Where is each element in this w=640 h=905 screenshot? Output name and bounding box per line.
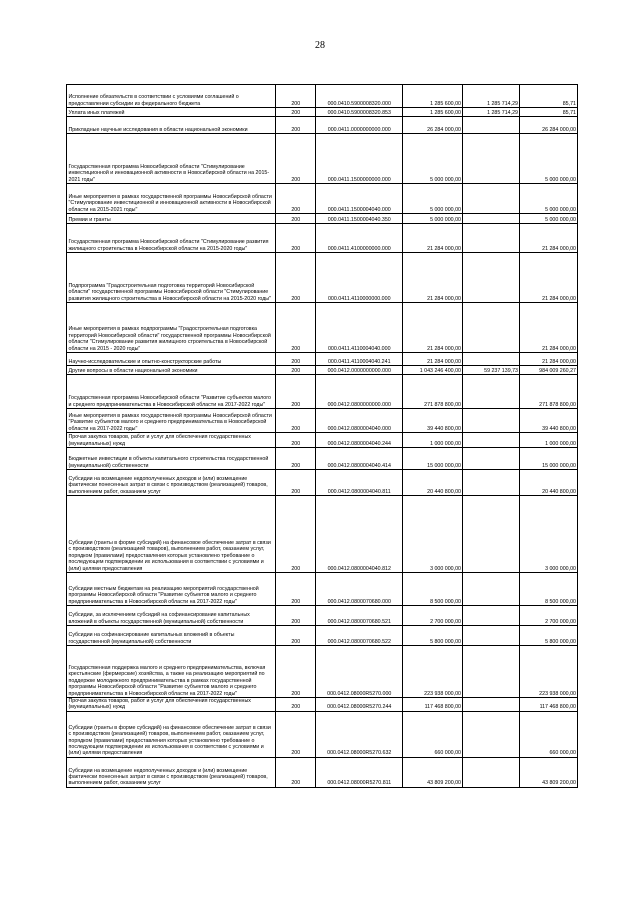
table-row — [67, 646, 578, 698]
row-approved: 8 500 000,00 — [403, 573, 463, 606]
row-name: Премии и гранты — [67, 214, 276, 224]
row-remainder: 21 284 000,00 — [520, 303, 578, 353]
table-row — [67, 303, 578, 353]
row-name: Иные мероприятия в рамках государственной программы Новосибирской области "Развитие субъектов малого и среднего предпринимательства в Новосибирской области на 2017-2022 годы" — [67, 409, 276, 433]
row-code: 200 — [276, 375, 316, 409]
row-approved: 3 000 000,00 — [403, 496, 463, 573]
row-executed — [463, 433, 520, 448]
row-code: 200 — [276, 698, 316, 712]
row-executed — [463, 646, 520, 698]
row-class-code: 000.0411.4100000000.000 — [316, 224, 403, 253]
row-class-code: 000.0410.5900008320.000 — [316, 85, 403, 108]
row-remainder: 26 284 000,00 — [520, 117, 578, 134]
row-executed — [463, 303, 520, 353]
row-code: 200 — [276, 224, 316, 253]
row-remainder: 271 878 800,00 — [520, 375, 578, 409]
row-remainder: 3 000 000,00 — [520, 496, 578, 573]
row-name: Иные мероприятия в рамках государственной программы Новосибирской области "Стимулирование инвестиционной и инновационной активности в Новосибирской области на 2015-2021 годы" — [67, 184, 276, 214]
row-code: 200 — [276, 711, 316, 757]
table-row — [67, 366, 578, 375]
table-row — [67, 409, 578, 433]
table-row — [67, 184, 578, 214]
row-executed — [463, 698, 520, 712]
row-code: 200 — [276, 757, 316, 787]
row-approved: 5 000 000,00 — [403, 134, 463, 184]
table-row — [67, 375, 578, 409]
budget-table-body — [67, 85, 578, 788]
row-class-code: 000.0412.0800070680.522 — [316, 626, 403, 646]
row-code: 200 — [276, 646, 316, 698]
row-name: Субсидии местным бюджетам на реализацию мероприятий государственной программы Новосибирской области "Развитие субъектов малого и среднего предпринимательства в Новосибирской области на 2017-2022 годы" — [67, 573, 276, 606]
budget-table — [66, 84, 578, 788]
row-executed — [463, 606, 520, 626]
row-executed — [463, 626, 520, 646]
row-name: Уплата иных платежей — [67, 108, 276, 117]
row-executed — [463, 470, 520, 496]
row-remainder: 984 009 260,27 — [520, 366, 578, 375]
row-class-code: 000.0411.4110004040.241 — [316, 353, 403, 366]
row-name: Субсидии на возмещение недополученных доходов и (или) возмещение фактически понесенных затрат в связи с производством (реализацией) товаров, выполнением работ, оказанием услуг — [67, 757, 276, 787]
row-class-code: 000.0412.0800004040.244 — [316, 433, 403, 448]
table-row — [67, 253, 578, 303]
table-row — [67, 134, 578, 184]
table-row — [67, 711, 578, 757]
row-approved: 117 468 800,00 — [403, 698, 463, 712]
page-number: 28 — [315, 40, 325, 51]
table-row — [67, 353, 578, 366]
row-approved: 223 938 000,00 — [403, 646, 463, 698]
row-class-code: 000.0411.1500004040.350 — [316, 214, 403, 224]
row-remainder: 117 468 800,00 — [520, 698, 578, 712]
row-remainder: 1 000 000,00 — [520, 433, 578, 448]
row-remainder: 21 284 000,00 — [520, 353, 578, 366]
row-class-code: 000.0410.5900008320.853 — [316, 108, 403, 117]
row-executed — [463, 117, 520, 134]
row-approved: 21 284 000,00 — [403, 253, 463, 303]
row-approved: 1 285 600,00 — [403, 85, 463, 108]
row-name: Субсидии (гранты в форме субсидий) на финансовое обеспечение затрат в связи с производством (реализацией товаров), выполнением работ, оказанием услуг, порядком (правилами) предоставления которых установлено требование о последующем подтверждении их использования в соответствии с условиями и (или) целями предоставления — [67, 496, 276, 573]
row-class-code: 000.0412.0800000000.000 — [316, 375, 403, 409]
row-class-code: 000.0412.0800004040.811 — [316, 470, 403, 496]
row-approved: 271 878 800,00 — [403, 375, 463, 409]
row-approved: 21 284 000,00 — [403, 224, 463, 253]
row-name: Прочая закупка товаров, работ и услуг для обеспечения государственных (муниципальных) нужд — [67, 698, 276, 712]
row-code: 200 — [276, 626, 316, 646]
table-row — [67, 757, 578, 787]
table-row — [67, 573, 578, 606]
row-class-code: 000.0411.4110004040.000 — [316, 303, 403, 353]
row-executed — [463, 253, 520, 303]
row-code: 200 — [276, 253, 316, 303]
row-approved: 43 809 200,00 — [403, 757, 463, 787]
row-approved: 20 440 800,00 — [403, 470, 463, 496]
row-name: Прикладные научные исследования в области национальной экономики — [67, 117, 276, 134]
row-approved: 5 800 000,00 — [403, 626, 463, 646]
row-class-code: 000.0411.0000000000.000 — [316, 117, 403, 134]
row-name: Подпрограмма "Градостроительная подготовка территорий Новосибирской области" государственной программы Новосибирской области "Стимулирование развития жилищного строительства в Новосибирской области на 2015-2020 годы" — [67, 253, 276, 303]
row-remainder: 20 440 800,00 — [520, 470, 578, 496]
table-row — [67, 698, 578, 712]
row-approved: 21 284 000,00 — [403, 303, 463, 353]
table-row — [67, 224, 578, 253]
row-class-code: 000.0412.08000R5270.000 — [316, 646, 403, 698]
row-remainder: 39 440 800,00 — [520, 409, 578, 433]
table-row — [67, 606, 578, 626]
row-remainder: 5 000 000,00 — [520, 184, 578, 214]
row-name: Государственная программа Новосибирской области "Стимулирование инвестиционной и инновационной активности в Новосибирской области на 2015-2021 годы" — [67, 134, 276, 184]
row-name: Бюджетные инвестиции в объекты капитального строительства государственной (муниципальной) собственности — [67, 448, 276, 470]
row-class-code: 000.0411.1500000000.000 — [316, 134, 403, 184]
row-approved: 21 284 000,00 — [403, 353, 463, 366]
row-remainder: 21 284 000,00 — [520, 224, 578, 253]
row-class-code: 000.0412.08000R5270.632 — [316, 711, 403, 757]
row-approved: 15 000 000,00 — [403, 448, 463, 470]
row-name: Исполнение обязательств в соответствии с условиями соглашений о предоставлении субсидии из федерального бюджета — [67, 85, 276, 108]
row-class-code: 000.0412.0800004040.812 — [316, 496, 403, 573]
row-executed — [463, 134, 520, 184]
row-code: 200 — [276, 353, 316, 366]
row-code: 200 — [276, 117, 316, 134]
table-row — [67, 108, 578, 117]
row-class-code: 000.0411.1500004040.000 — [316, 184, 403, 214]
row-name: Субсидии на софинансирование капитальных вложений в объекты государственной (муниципальной) собственности — [67, 626, 276, 646]
row-approved: 1 000 000,00 — [403, 433, 463, 448]
row-remainder: 5 000 000,00 — [520, 214, 578, 224]
row-executed — [463, 711, 520, 757]
row-executed — [463, 375, 520, 409]
row-name: Субсидии, за исключением субсидий на софинансирование капитальных вложений в объекты государственной (муниципальной) собственности — [67, 606, 276, 626]
row-executed — [463, 573, 520, 606]
row-executed — [463, 353, 520, 366]
row-code: 200 — [276, 303, 316, 353]
row-code: 200 — [276, 134, 316, 184]
row-class-code: 000.0412.0800070680.521 — [316, 606, 403, 626]
row-code: 200 — [276, 573, 316, 606]
row-remainder: 8 500 000,00 — [520, 573, 578, 606]
row-approved: 1 285 600,00 — [403, 108, 463, 117]
row-executed: 1 285 714,29 — [463, 108, 520, 117]
row-remainder: 15 000 000,00 — [520, 448, 578, 470]
row-remainder: 5 000 000,00 — [520, 134, 578, 184]
row-executed: 59 237 139,73 — [463, 366, 520, 375]
row-code: 200 — [276, 214, 316, 224]
row-class-code: 000.0412.08000R5270.244 — [316, 698, 403, 712]
row-approved: 5 000 000,00 — [403, 214, 463, 224]
row-name: Другие вопросы в области национальной экономики — [67, 366, 276, 375]
row-remainder: 43 809 200,00 — [520, 757, 578, 787]
row-class-code: 000.0411.4110000000.000 — [316, 253, 403, 303]
table-row — [67, 626, 578, 646]
table-row — [67, 433, 578, 448]
row-approved: 2 700 000,00 — [403, 606, 463, 626]
row-executed — [463, 409, 520, 433]
row-approved: 5 000 000,00 — [403, 184, 463, 214]
row-executed — [463, 224, 520, 253]
row-code: 200 — [276, 606, 316, 626]
row-code: 200 — [276, 184, 316, 214]
row-remainder: 85,71 — [520, 85, 578, 108]
row-remainder: 5 800 000,00 — [520, 626, 578, 646]
row-approved: 660 000,00 — [403, 711, 463, 757]
row-class-code: 000.0412.0800004040.414 — [316, 448, 403, 470]
table-row — [67, 470, 578, 496]
row-code: 200 — [276, 433, 316, 448]
row-class-code: 000.0412.08000R5270.811 — [316, 757, 403, 787]
row-name: Государственная программа Новосибирской области "Стимулирование развития жилищного строительства в Новосибирской области на 2015-2020 годы" — [67, 224, 276, 253]
row-remainder: 21 284 000,00 — [520, 253, 578, 303]
row-executed — [463, 448, 520, 470]
row-approved: 26 284 000,00 — [403, 117, 463, 134]
row-class-code: 000.0412.0800004040.000 — [316, 409, 403, 433]
row-approved: 1 043 246 400,00 — [403, 366, 463, 375]
row-code: 200 — [276, 470, 316, 496]
table-row — [67, 448, 578, 470]
row-name: Научно-исследовательские и опытно-конструкторские работы — [67, 353, 276, 366]
row-remainder: 2 700 000,00 — [520, 606, 578, 626]
row-remainder: 85,71 — [520, 108, 578, 117]
row-executed — [463, 496, 520, 573]
row-name: Иные мероприятия в рамках подпрограммы "Градостроительная подготовка территорий Новосибирской области" государственной программы Новосибирской области "Стимулирование развития жилищного строительства в Новосибирской области на 2015 - 2020 годы" — [67, 303, 276, 353]
row-name: Прочая закупка товаров, работ и услуг для обеспечения государственных (муниципальных) нужд — [67, 433, 276, 448]
row-remainder: 660 000,00 — [520, 711, 578, 757]
row-executed: 1 285 714,29 — [463, 85, 520, 108]
row-code: 200 — [276, 409, 316, 433]
row-code: 200 — [276, 496, 316, 573]
table-row — [67, 85, 578, 108]
row-name: Субсидии (гранты в форме субсидий) на финансовое обеспечение затрат в связи с производством (реализацией) товаров, выполнением работ, оказанием услуг, порядком (правилами) предоставления которых установлено требование о последующем подтверждении их использования в соответствии с условиями и (или) целями предоставления — [67, 711, 276, 757]
row-code: 200 — [276, 108, 316, 117]
row-name: Государственная поддержка малого и среднего предпринимательства, включая крестьянские (фермерские) хозяйства, а также на реализацию мероприятий по поддержке молодежного предпринимательства в рамках государственной программы Новосибирской области "Развитие субъектов малого и среднего предпринимательства в Новосибирской области на 2017-2022 годы" — [67, 646, 276, 698]
table-row — [67, 214, 578, 224]
row-code: 200 — [276, 366, 316, 375]
row-remainder: 223 938 000,00 — [520, 646, 578, 698]
row-name: Субсидии на возмещение недополученных доходов и (или) возмещение фактически понесенных затрат в связи с производством (реализацией) товаров, выполнением работ, оказанием услуг — [67, 470, 276, 496]
row-code: 200 — [276, 448, 316, 470]
row-name: Государственная программа Новосибирской области "Развитие субъектов малого и среднего предпринимательства в Новосибирской области на 2017-2022 годы" — [67, 375, 276, 409]
row-approved: 39 440 800,00 — [403, 409, 463, 433]
row-executed — [463, 757, 520, 787]
table-row — [67, 117, 578, 134]
row-class-code: 000.0412.0800070680.000 — [316, 573, 403, 606]
table-row — [67, 496, 578, 573]
row-executed — [463, 214, 520, 224]
row-class-code: 000.0412.0000000000.000 — [316, 366, 403, 375]
row-code: 200 — [276, 85, 316, 108]
row-executed — [463, 184, 520, 214]
